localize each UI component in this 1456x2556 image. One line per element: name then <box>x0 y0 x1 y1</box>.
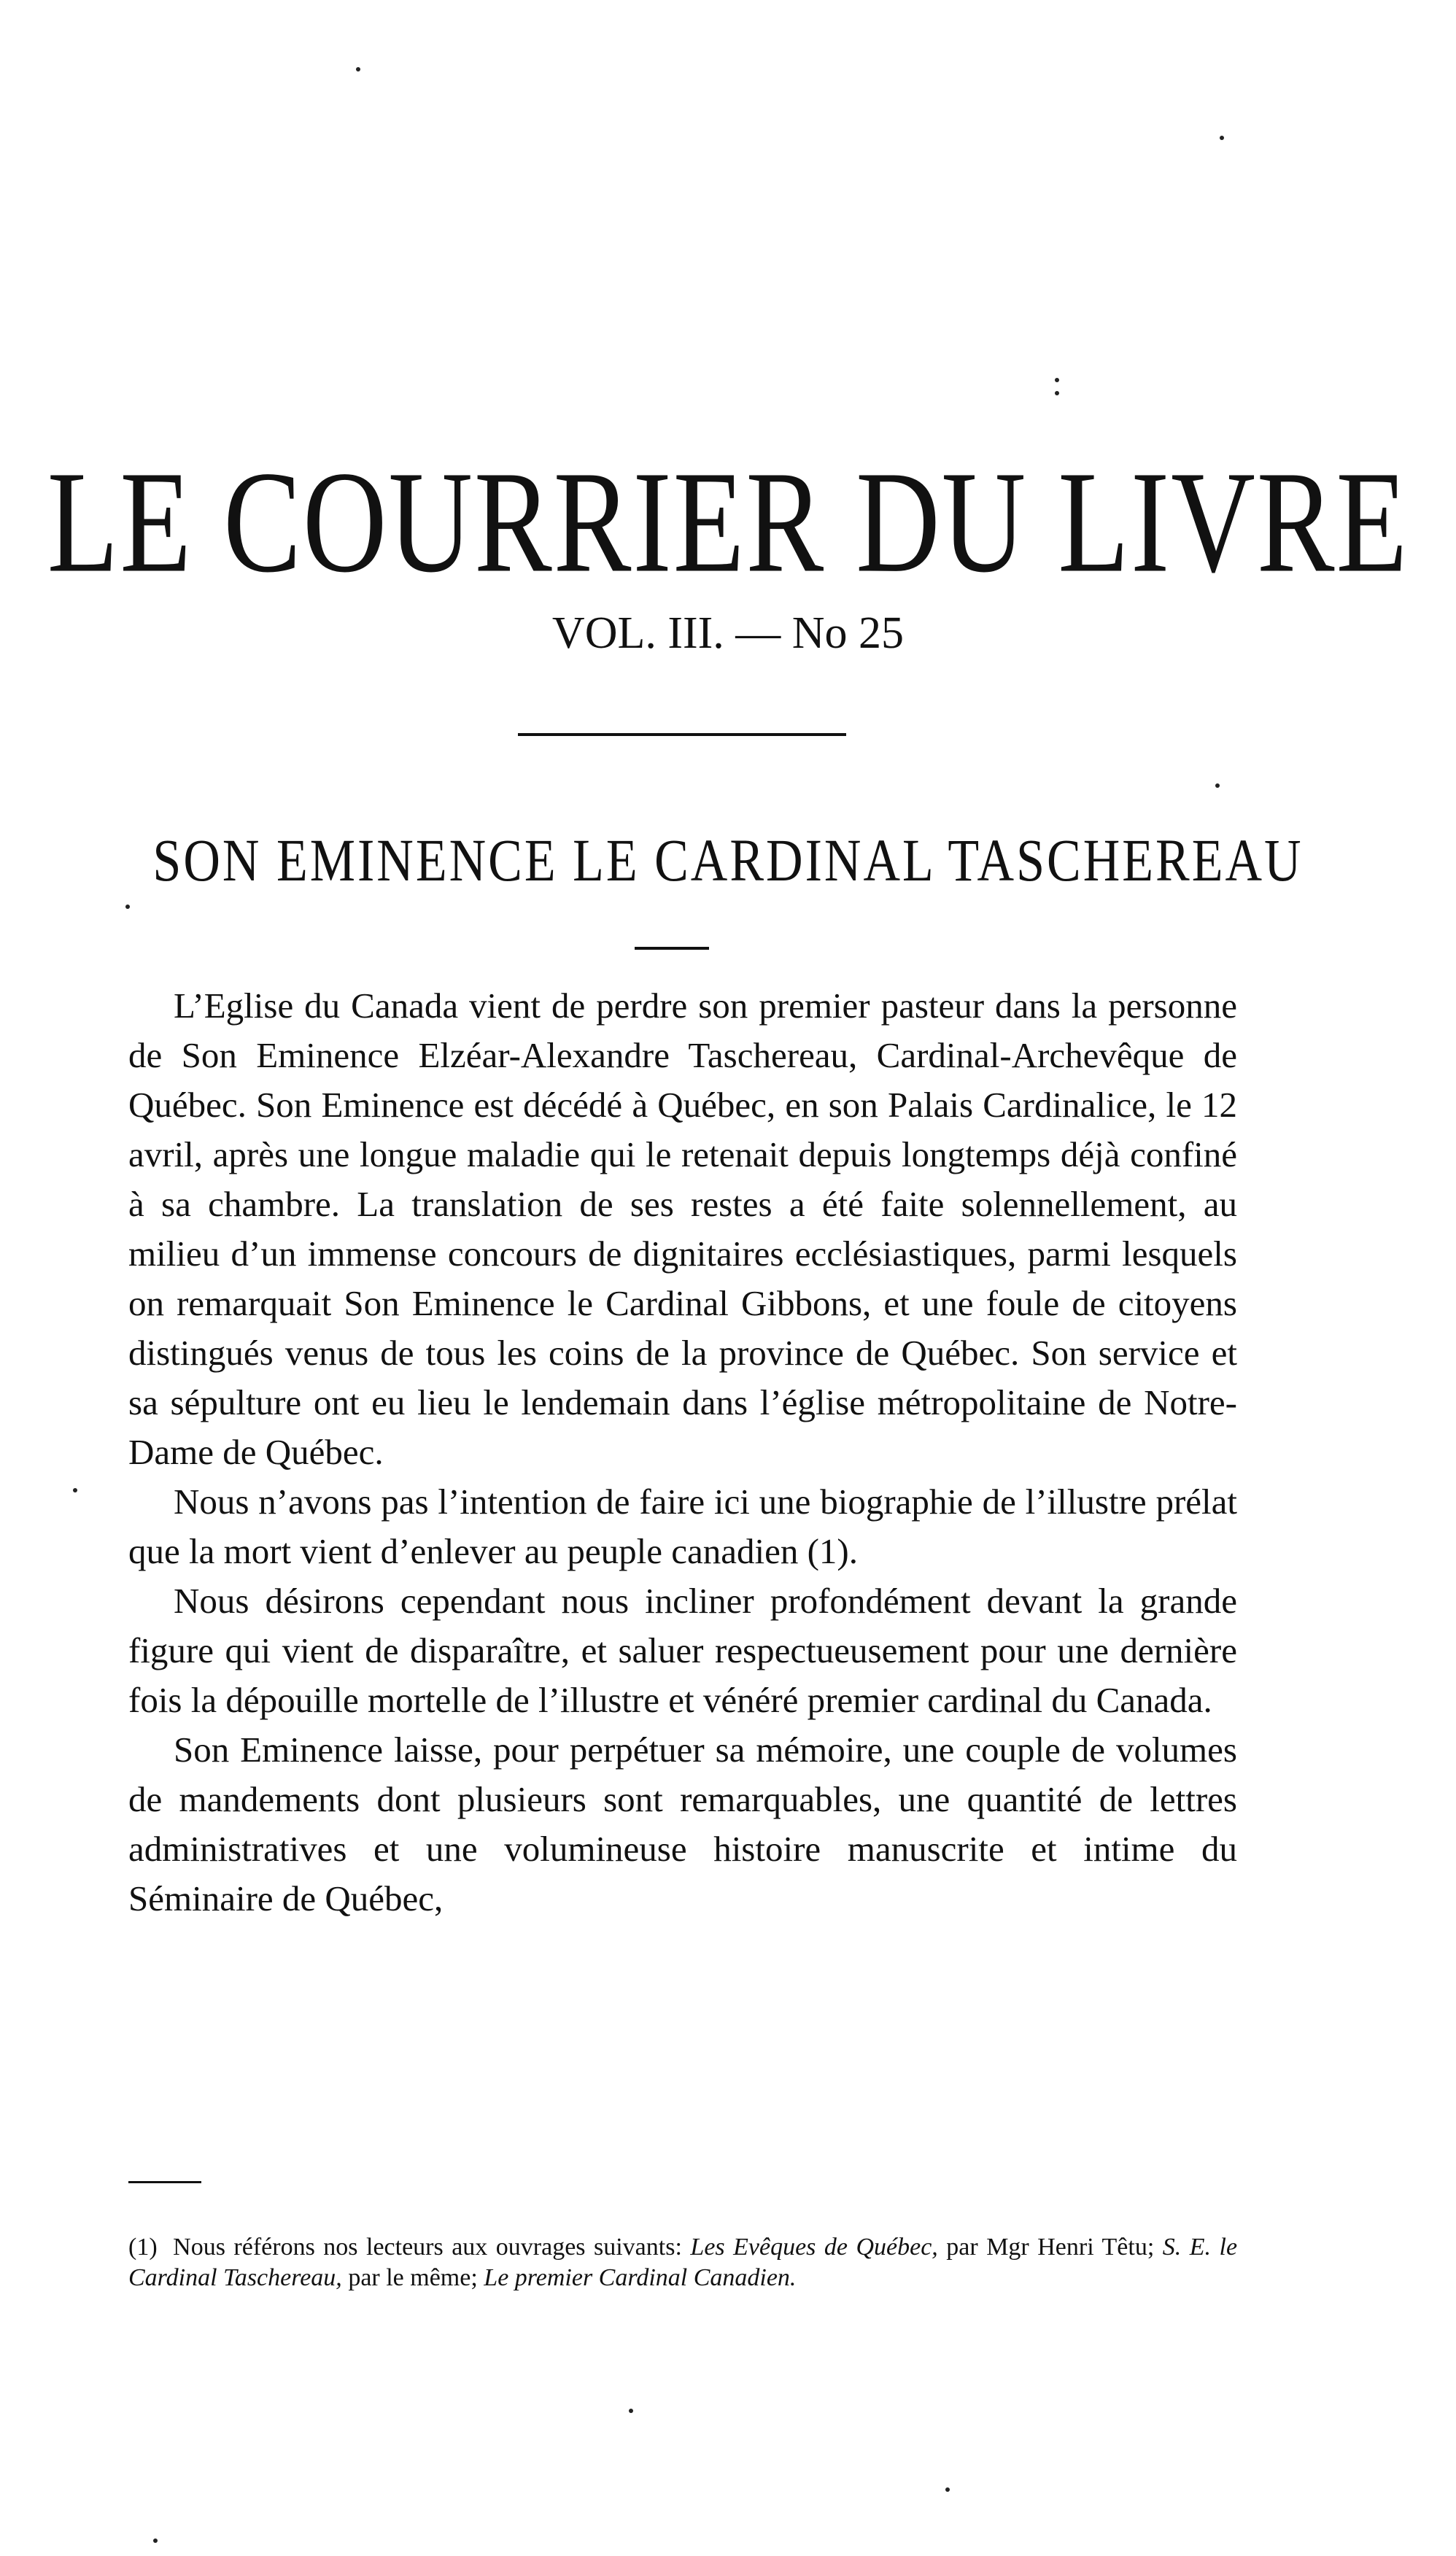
footnote-work-title: S. E. le Cardinal Taschereau, <box>128 2234 1238 2291</box>
volume-issue: VOL. III. — No 25 <box>551 608 905 658</box>
scan-speck <box>629 2409 633 2413</box>
footnote-lead: Nous référons nos lecteurs aux ouvrages suivants: <box>173 2234 682 2261</box>
article-body <box>128 981 1237 1924</box>
paragraph: Nous désirons cependant nous incliner profondément devant la grande figure qui vient de disparaître, et saluer respectueusement pour une dernière fois la dépouille mortelle de l’illustre et vénéré premier cardinal du Canada. <box>128 1581 1237 1720</box>
scan-speck <box>356 67 360 71</box>
title-divider <box>518 733 846 736</box>
footnote-author: par le même; <box>348 2264 478 2291</box>
footnote-marker: (1) <box>128 2234 158 2261</box>
masthead-title: LE COURRIER DU LIVRE <box>47 440 1409 603</box>
scan-speck <box>1055 378 1059 382</box>
paragraph: Nous n’avons pas l’intention de faire ici une biographie de l’illustre prélat que la mort vient d’enlever au peuple canadien (1). <box>128 1482 1237 1571</box>
scan-speck <box>1220 136 1224 140</box>
footnote-divider <box>128 2181 201 2183</box>
paragraph: L’Eglise du Canada vient de perdre son premier pasteur dans la personne de Son Eminence Elzéar-Alexandre Taschereau, Cardinal-Archevêque de Québec. Son Eminence est décédé à Québec, en son Palais Cardinalice, le 12 avril, après une longue maladie qui le retenait depuis longtemps déjà confiné à sa chambre. La translation de ses restes a été faite solennellement, au milieu d’un immense concours de dignitaires ecclésiastiques, parmi lesquels on remarquait Son Eminence le Cardinal Gibbons, et une foule de citoyens distingués venus de tous les coins de la province de Québec. Son service et sa sépulture ont eu lieu le lendemain dans l’église métropolitaine de Notre-Dame de Québec. <box>128 985 1237 1472</box>
footnote-work-title: Les Evêques de Québec, <box>690 2234 938 2261</box>
footnote-author: par Mgr Henri Têtu; <box>946 2234 1155 2261</box>
scan-speck <box>125 905 130 909</box>
scan-speck <box>153 2538 158 2543</box>
footnote <box>128 2232 1237 2293</box>
headline-divider <box>635 947 709 950</box>
scan-speck <box>1215 783 1220 788</box>
scan-speck <box>73 1488 77 1492</box>
paragraph: Son Eminence laisse, pour perpétuer sa mémoire, une couple de volumes de mandements dont plusieurs sont remarquables, une quantité de lettres administratives et une volumineuse histoire manuscrite et intime du Séminaire de Québec, <box>128 1730 1237 1918</box>
footnote-work-title: Le premier Cardinal Canadien. <box>484 2264 797 2291</box>
scan-speck <box>1055 391 1059 395</box>
scan-speck <box>945 2487 950 2492</box>
article-headline: SON EMINENCE LE CARDINAL TASCHEREAU <box>152 828 1304 894</box>
